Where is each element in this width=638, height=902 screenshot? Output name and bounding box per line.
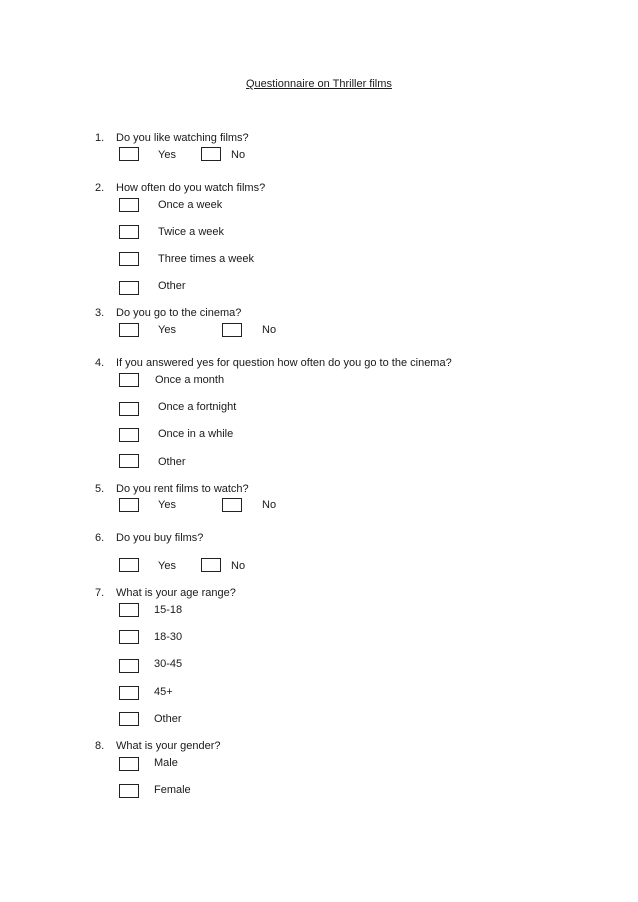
question-text: Do you go to the cinema? bbox=[116, 307, 242, 319]
checkbox-q7-30-45[interactable] bbox=[119, 659, 139, 673]
question-number: 2. bbox=[95, 182, 105, 194]
option-label: No bbox=[231, 149, 246, 161]
option-label: Yes bbox=[158, 149, 176, 161]
question-text: What is your gender? bbox=[116, 740, 221, 752]
option-label: Once in a while bbox=[158, 428, 234, 440]
option-label: 30-45 bbox=[154, 658, 183, 670]
checkbox-q4-once-a-fortnight[interactable] bbox=[119, 402, 139, 416]
checkbox-q1-yes[interactable] bbox=[119, 147, 139, 161]
checkbox-q7-18-30[interactable] bbox=[119, 630, 139, 644]
checkbox-q6-yes[interactable] bbox=[119, 558, 139, 572]
option-label: Once a month bbox=[155, 374, 225, 386]
option-label: Female bbox=[154, 784, 191, 796]
question-number: 3. bbox=[95, 307, 105, 319]
option-label: 18-30 bbox=[154, 631, 183, 643]
checkbox-q7-15-18[interactable] bbox=[119, 603, 139, 617]
page-title: Questionnaire on Thriller films bbox=[246, 78, 392, 90]
checkbox-q3-yes[interactable] bbox=[119, 323, 139, 337]
option-label: Twice a week bbox=[158, 226, 225, 238]
option-label: 15-18 bbox=[154, 604, 183, 616]
question-text: Do you rent films to watch? bbox=[116, 483, 249, 495]
checkbox-q4-other[interactable] bbox=[119, 454, 139, 468]
checkbox-q3-no[interactable] bbox=[222, 323, 242, 337]
checkbox-q4-once-in-a-while[interactable] bbox=[119, 428, 139, 442]
option-label: Once a fortnight bbox=[158, 401, 237, 413]
checkbox-q8-male[interactable] bbox=[119, 757, 139, 771]
question-number: 4. bbox=[95, 357, 105, 369]
question-text: Do you like watching films? bbox=[116, 132, 249, 144]
checkbox-q5-no[interactable] bbox=[222, 498, 242, 512]
option-label: Yes bbox=[158, 499, 176, 511]
checkbox-q5-yes[interactable] bbox=[119, 498, 139, 512]
option-label: 45+ bbox=[154, 686, 173, 698]
question-number: 7. bbox=[95, 587, 105, 599]
checkbox-q7-other[interactable] bbox=[119, 712, 139, 726]
option-label: Yes bbox=[158, 560, 176, 572]
option-label: Other bbox=[158, 456, 186, 468]
question-number: 8. bbox=[95, 740, 105, 752]
checkbox-q2-twice-a-week[interactable] bbox=[119, 225, 139, 239]
checkbox-q6-no[interactable] bbox=[201, 558, 221, 572]
checkbox-q1-no[interactable] bbox=[201, 147, 221, 161]
option-label: No bbox=[262, 324, 277, 336]
option-label: Three times a week bbox=[158, 253, 254, 265]
question-number: 6. bbox=[95, 532, 105, 544]
question-text: How often do you watch films? bbox=[116, 182, 266, 194]
checkbox-q2-three-times-a-week[interactable] bbox=[119, 252, 139, 266]
question-number: 5. bbox=[95, 483, 105, 495]
option-label: No bbox=[231, 560, 246, 572]
option-label: No bbox=[262, 499, 277, 511]
checkbox-q2-once-a-week[interactable] bbox=[119, 198, 139, 212]
checkbox-q2-other[interactable] bbox=[119, 281, 139, 295]
option-label: Other bbox=[158, 280, 186, 292]
question-text: Do you buy films? bbox=[116, 532, 204, 544]
option-label: Yes bbox=[158, 324, 176, 336]
checkbox-q8-female[interactable] bbox=[119, 784, 139, 798]
option-label: Other bbox=[154, 713, 182, 725]
question-number: 1. bbox=[95, 132, 105, 144]
option-label: Male bbox=[154, 757, 178, 769]
option-label: Once a week bbox=[158, 199, 223, 211]
checkbox-q7-45-plus[interactable] bbox=[119, 686, 139, 700]
question-text: What is your age range? bbox=[116, 587, 236, 599]
checkbox-q4-once-a-month[interactable] bbox=[119, 373, 139, 387]
question-text: If you answered yes for question how often do you go to the cinema? bbox=[116, 357, 452, 369]
